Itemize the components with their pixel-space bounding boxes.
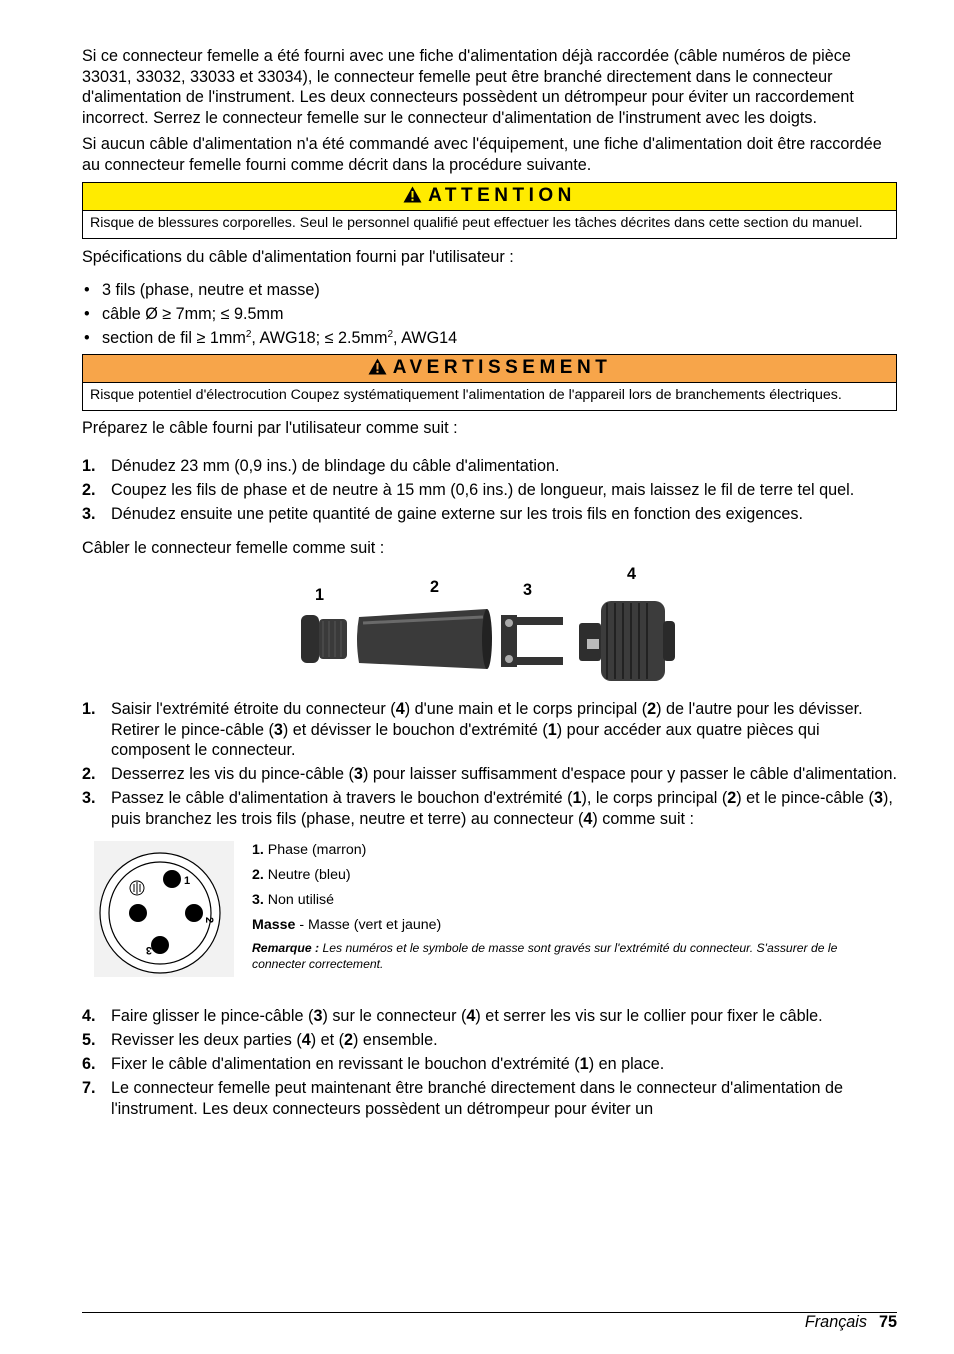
figure-label: 3: [523, 580, 533, 599]
page-footer: [82, 1312, 897, 1331]
pin-label: 3: [145, 944, 152, 957]
list-item: 3. Passez le câble d'alimentation à travers le bouchon d'extrémité (1), le corps principal (2) et le pince-câble (3), puis branchez les trois fils (phase, neutre et terre) au connecteur (4) comme suit :: [82, 789, 893, 828]
prep-steps: [82, 456, 897, 525]
list-item: 6. Fixer le câble d'alimentation en revissant le bouchon d'extrémité (1) en place.: [82, 1055, 665, 1074]
specs-list: [82, 278, 897, 350]
list-item: 7. Le connecteur femelle peut maintenant être branché directement dans le connecteur d'alimentation de l'instrument. Les deux connecteurs possèdent un détrompeur pour éviter un: [82, 1079, 843, 1118]
page-content: [82, 46, 897, 1123]
pin-label: 1: [184, 875, 191, 888]
warning-box: [82, 354, 897, 412]
note: Remarque : Les numéros et le symbole de masse sont gravés sur l'extrémité du connecteur. S'assurer de le connecter correctement.: [252, 941, 838, 972]
list-item: 1. Saisir l'extrémité étroite du connecteur (4) d'une main et le corps principal (2) de l'autre pour les dévisser. Retirer le pince-câble (3) et dévisser le bouchon d'extrémité (1) pour accéder aux quatre pièces qui composent le connecteur.: [82, 699, 863, 760]
final-steps: [82, 1006, 897, 1119]
intro-paragraph-1: Si ce connecteur femelle a été fourni avec une fiche d'alimentation déjà raccordée (câble numéros de pièce 33031, 33032, 33033 et 33034), le connecteur femelle peut être branché directement dans le connecteur d'alimentation de l'instrument. Les deux connecteurs possèdent un détrompeur pour éviter un raccordement incorrect. Serrez le connecteur femelle sur le connecteur d'alimentation de l'instrument avec les doigts.: [82, 47, 854, 127]
footer-language: Français: [804, 1313, 867, 1331]
pin-diagram: [94, 841, 234, 977]
specs-intro: Spécifications du câble d'alimentation fourni par l'utilisateur :: [82, 248, 514, 267]
warning-header: [83, 355, 896, 383]
main-body-part: [357, 609, 492, 669]
footer-text: [805, 1312, 897, 1332]
list-item: 3. Dénudez ensuite une petite quantité de gaine externe sur les trois fils en fonction des exigences.: [82, 504, 804, 523]
list-item: Masse - Masse (vert et jaune): [252, 917, 442, 934]
prep-intro: Préparez le câble fourni par l'utilisateur comme suit :: [82, 419, 458, 438]
figure-label: 4: [627, 564, 637, 583]
end-cap-part: [301, 615, 347, 663]
attention-text: Risque de blessures corporelles. Seul le personnel qualifié peut effectuer les tâches décrites dans cette section du manuel.: [90, 214, 863, 231]
pin-label: 2: [203, 917, 215, 924]
list-item: • section de fil ≥ $1mm^2$, AWG18; ≤ $2.5mm^2$, AWG14: [82, 326, 897, 350]
figure-label: 1: [315, 585, 325, 604]
list-item: 1. Phase (marron): [252, 842, 367, 859]
list-item: 2. Coupez les fils de phase et de neutre à 15 mm (0,6 ins.) de longueur, mais laissez le fil de terre tel quel.: [82, 480, 855, 499]
list-item: 4. Faire glisser le pince-câble (3) sur le connecteur (4) et serrer les vis sur le collier pour fixer le câble.: [82, 1007, 823, 1026]
list-item: 5. Revisser les deux parties (4) et (2) ensemble.: [82, 1031, 438, 1050]
list-item: 1. Dénudez 23 mm (0,9 ins.) de blindage du câble d'alimentation.: [82, 456, 560, 475]
connector-parts-figure: [297, 564, 677, 683]
list-item: 2. Neutre (bleu): [252, 867, 351, 884]
connector-parts-image: [297, 571, 677, 683]
cable-clamp-part: [501, 615, 563, 667]
list-item: 3. Non utilisé: [252, 892, 335, 909]
warning-title: AVERTISSEMENT: [392, 356, 612, 378]
attention-header: [83, 183, 896, 211]
page-number: 75: [878, 1313, 897, 1331]
attention-title: ATTENTION: [428, 184, 576, 206]
list-item: 2. Desserrez les vis du pince-câble (3) pour laisser suffisamment d'espace pour y passer le câble d'alimentation.: [82, 765, 897, 784]
figure-label: 2: [430, 577, 440, 596]
pin-diagram-section: [82, 841, 897, 991]
wiring-steps: [82, 699, 897, 829]
connector-part: [579, 601, 675, 681]
warning-triangle-icon: [368, 357, 387, 382]
attention-box: [82, 182, 897, 240]
wiring-intro: Câbler le connecteur femelle comme suit :: [82, 539, 385, 558]
warning-triangle-icon: [403, 185, 422, 210]
warning-text: Risque potentiel d'électrocution Coupez systématiquement l'alimentation de l'appareil lors de branchements électriques.: [90, 386, 842, 403]
pin-legend: [252, 841, 892, 972]
list-item: • câble Ø ≥ 7mm; ≤ 9.5mm: [82, 302, 897, 326]
list-item: • 3 fils (phase, neutre et masse): [82, 278, 897, 302]
intro-paragraph-2: Si aucun câble d'alimentation n'a été commandé avec l'équipement, une fiche d'alimentation doit être raccordée au connecteur femelle fourni comme décrit dans la procédure suivante.: [82, 135, 882, 174]
